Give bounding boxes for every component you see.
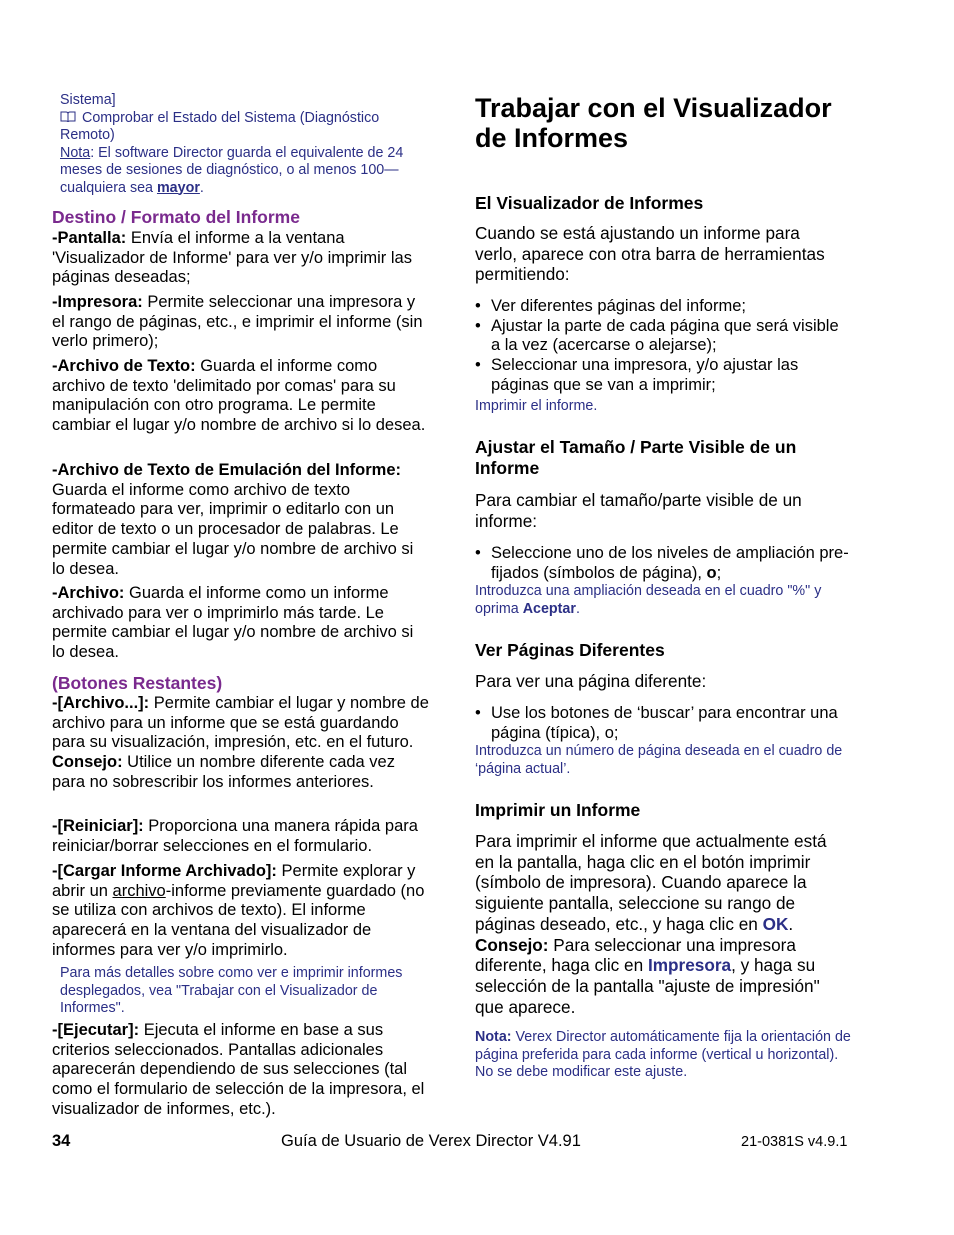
boton-reiniciar: -[Reiniciar]: Proporciona una manera rápida para reiniciar/borrar selecciones en el formulario. (52, 817, 418, 855)
destino-item-archivo-texto: -Archivo de Texto: Guarda el informe como archivo de texto 'delimitado por comas' para su manipulación con otro programa. Le permite cambiar el lugar y/o nombre de archivo si lo desea. (52, 357, 426, 435)
book-icon (60, 111, 76, 123)
destino-heading: Destino / Formato del Informe (52, 207, 300, 227)
cargar-note: Para más detalles sobre como ver e imprimir informes desplegados, vea "Trabajar con el Visualizador de Informes". (60, 965, 403, 1016)
footer-title: Guía de Usuario de Verex Director V4.91 (281, 1132, 581, 1150)
section-paginas-body: Para ver una página diferente: (475, 671, 707, 691)
boton-archivo: -[Archivo...]: Permite cambiar el lugar y nombre de archivo para un informe que se está guardando para su visualización, impresión, etc. en el futuro. Consejo: Utilice un nombre diferente cada vez para no sobrescribir los informes anteriores. (52, 694, 429, 791)
list-item: • Seleccionar una impresora, y/o ajustar las páginas que se van a imprimir; (475, 356, 850, 395)
section-visualizador-heading: El Visualizador de Informes (475, 193, 704, 213)
section-ajustar-heading: Ajustar el Tamaño / Parte Visible de un Informe (475, 437, 797, 478)
top-note-link[interactable]: Comprobar el Estado del Sistema (Diagnóstico Remoto) (60, 109, 380, 143)
section-ajustar-note: Introduzca una ampliación deseada en el cuadro "%" y oprima Aceptar. (475, 583, 822, 617)
impresora-label: Impresora (647, 955, 732, 976)
top-note (60, 92, 430, 197)
section-paginas-bullets (475, 704, 850, 743)
section-ajustar-body: Para cambiar el tamaño/parte visible de un informe: (475, 490, 802, 531)
botones-heading: (Botones Restantes) (52, 673, 223, 693)
nota-paragraph: Nota: El software Director guarda el equivalente de 24 meses de sesiones de diagnóstico, o al menos 100—cualquiera sea mayor. (60, 144, 404, 196)
page-number: 34 (52, 1132, 71, 1150)
archivo-link[interactable]: archivo (112, 881, 166, 900)
destino-item-list (52, 229, 430, 288)
destino-item-archivo: -Archivo: Guarda el informe como un informe archivado para ver o imprimirlo más tarde. Le permite cambiar el lugar y/o nombre de archivo si lo desea. (52, 584, 414, 662)
nota-label: Nota (60, 144, 91, 161)
list-item: • Ajustar la parte de cada página que será visible a la vez (acercarse o alejarse); (475, 317, 850, 356)
section-imprimir-note: Nota: Verex Director automáticamente fija la orientación de página preferida para cada informe (vertical u horizontal). No se debe modificar este ajuste. (475, 1029, 851, 1080)
destino-item-emulacion: -Archivo de Texto de Emulación del Informe: Guarda el informe como archivo de texto formateado para ver, imprimir o editarlo con un editor de texto o un procesador de palabras. Le permite cambiar el lugar y/o nombre de archivo si lo desea. (52, 461, 414, 578)
section-visualizador-body: Cuando se está ajustando un informe para verlo, aparece con otra barra de herramientas permitiendo: (475, 223, 825, 284)
list-item: • Use los botones de ‘buscar’ para encontrar una página (típica), o; (475, 704, 850, 743)
destino-item-impresora: -Impresora: Permite seleccionar una impresora y el rango de páginas, etc., e imprimir el informe (sin verlo primero); (52, 293, 423, 351)
destino-item-pantalla: -Pantalla: Envía el informe a la ventana 'Visualizador de Informe' para ver y/o imprimir las páginas deseadas; (52, 229, 412, 287)
page-title: Trabajar con el Visualizador de Informes (475, 93, 832, 153)
section-imprimir-heading: Imprimir un Informe (475, 800, 641, 820)
section-imprimir-body: Para imprimir el informe que actualmente está en la pantalla, haga clic en el botón imprimir (símbolo de impresora). Cuando aparece la siguiente pantalla, seleccione su rango de páginas deseado, etc., y haga clic en OK. Consejo: Para seleccionar una impresora diferente, haga clic en Impresora, y haga su selección de la pantalla "ajuste de impresión" que aparece. (475, 831, 827, 1017)
section-visualizador-note: Imprimir el informe. (475, 398, 598, 414)
top-note-line1: Sistema] (60, 92, 116, 108)
footer-doc-id: 21-0381S v4.9.1 (741, 1134, 848, 1150)
list-item: • Seleccione uno de los niveles de ampliación pre-fijados (símbolos de página), o; (475, 544, 850, 583)
section-visualizador-bullets (475, 297, 850, 396)
ok-label: OK (762, 913, 789, 934)
boton-cargar: -[Cargar Informe Archivado]: Permite explorar y abrir un archivo-informe previamente guardado (no se utiliza con archivos de texto). El informe aparecerá en la ventana del visualizador de informes para ver y/o imprimirlo. (52, 862, 425, 959)
section-ajustar-bullets (475, 544, 850, 583)
section-paginas-note: Introduzca un número de página deseada en el cuadro de ‘página actual’. (475, 743, 843, 777)
boton-ejecutar: -[Ejecutar]: Ejecuta el informe en base a sus criterios seleccionados. Pantallas adicionales aparecerán dependiendo de sus selecciones (tal como el formulario de selección de la impresora, el visualizador de informes, etc.). (52, 1021, 425, 1118)
list-item: • Ver diferentes páginas del informe; (475, 297, 850, 317)
section-paginas-heading: Ver Páginas Diferentes (475, 640, 665, 660)
nota-bold: mayor (156, 179, 200, 196)
